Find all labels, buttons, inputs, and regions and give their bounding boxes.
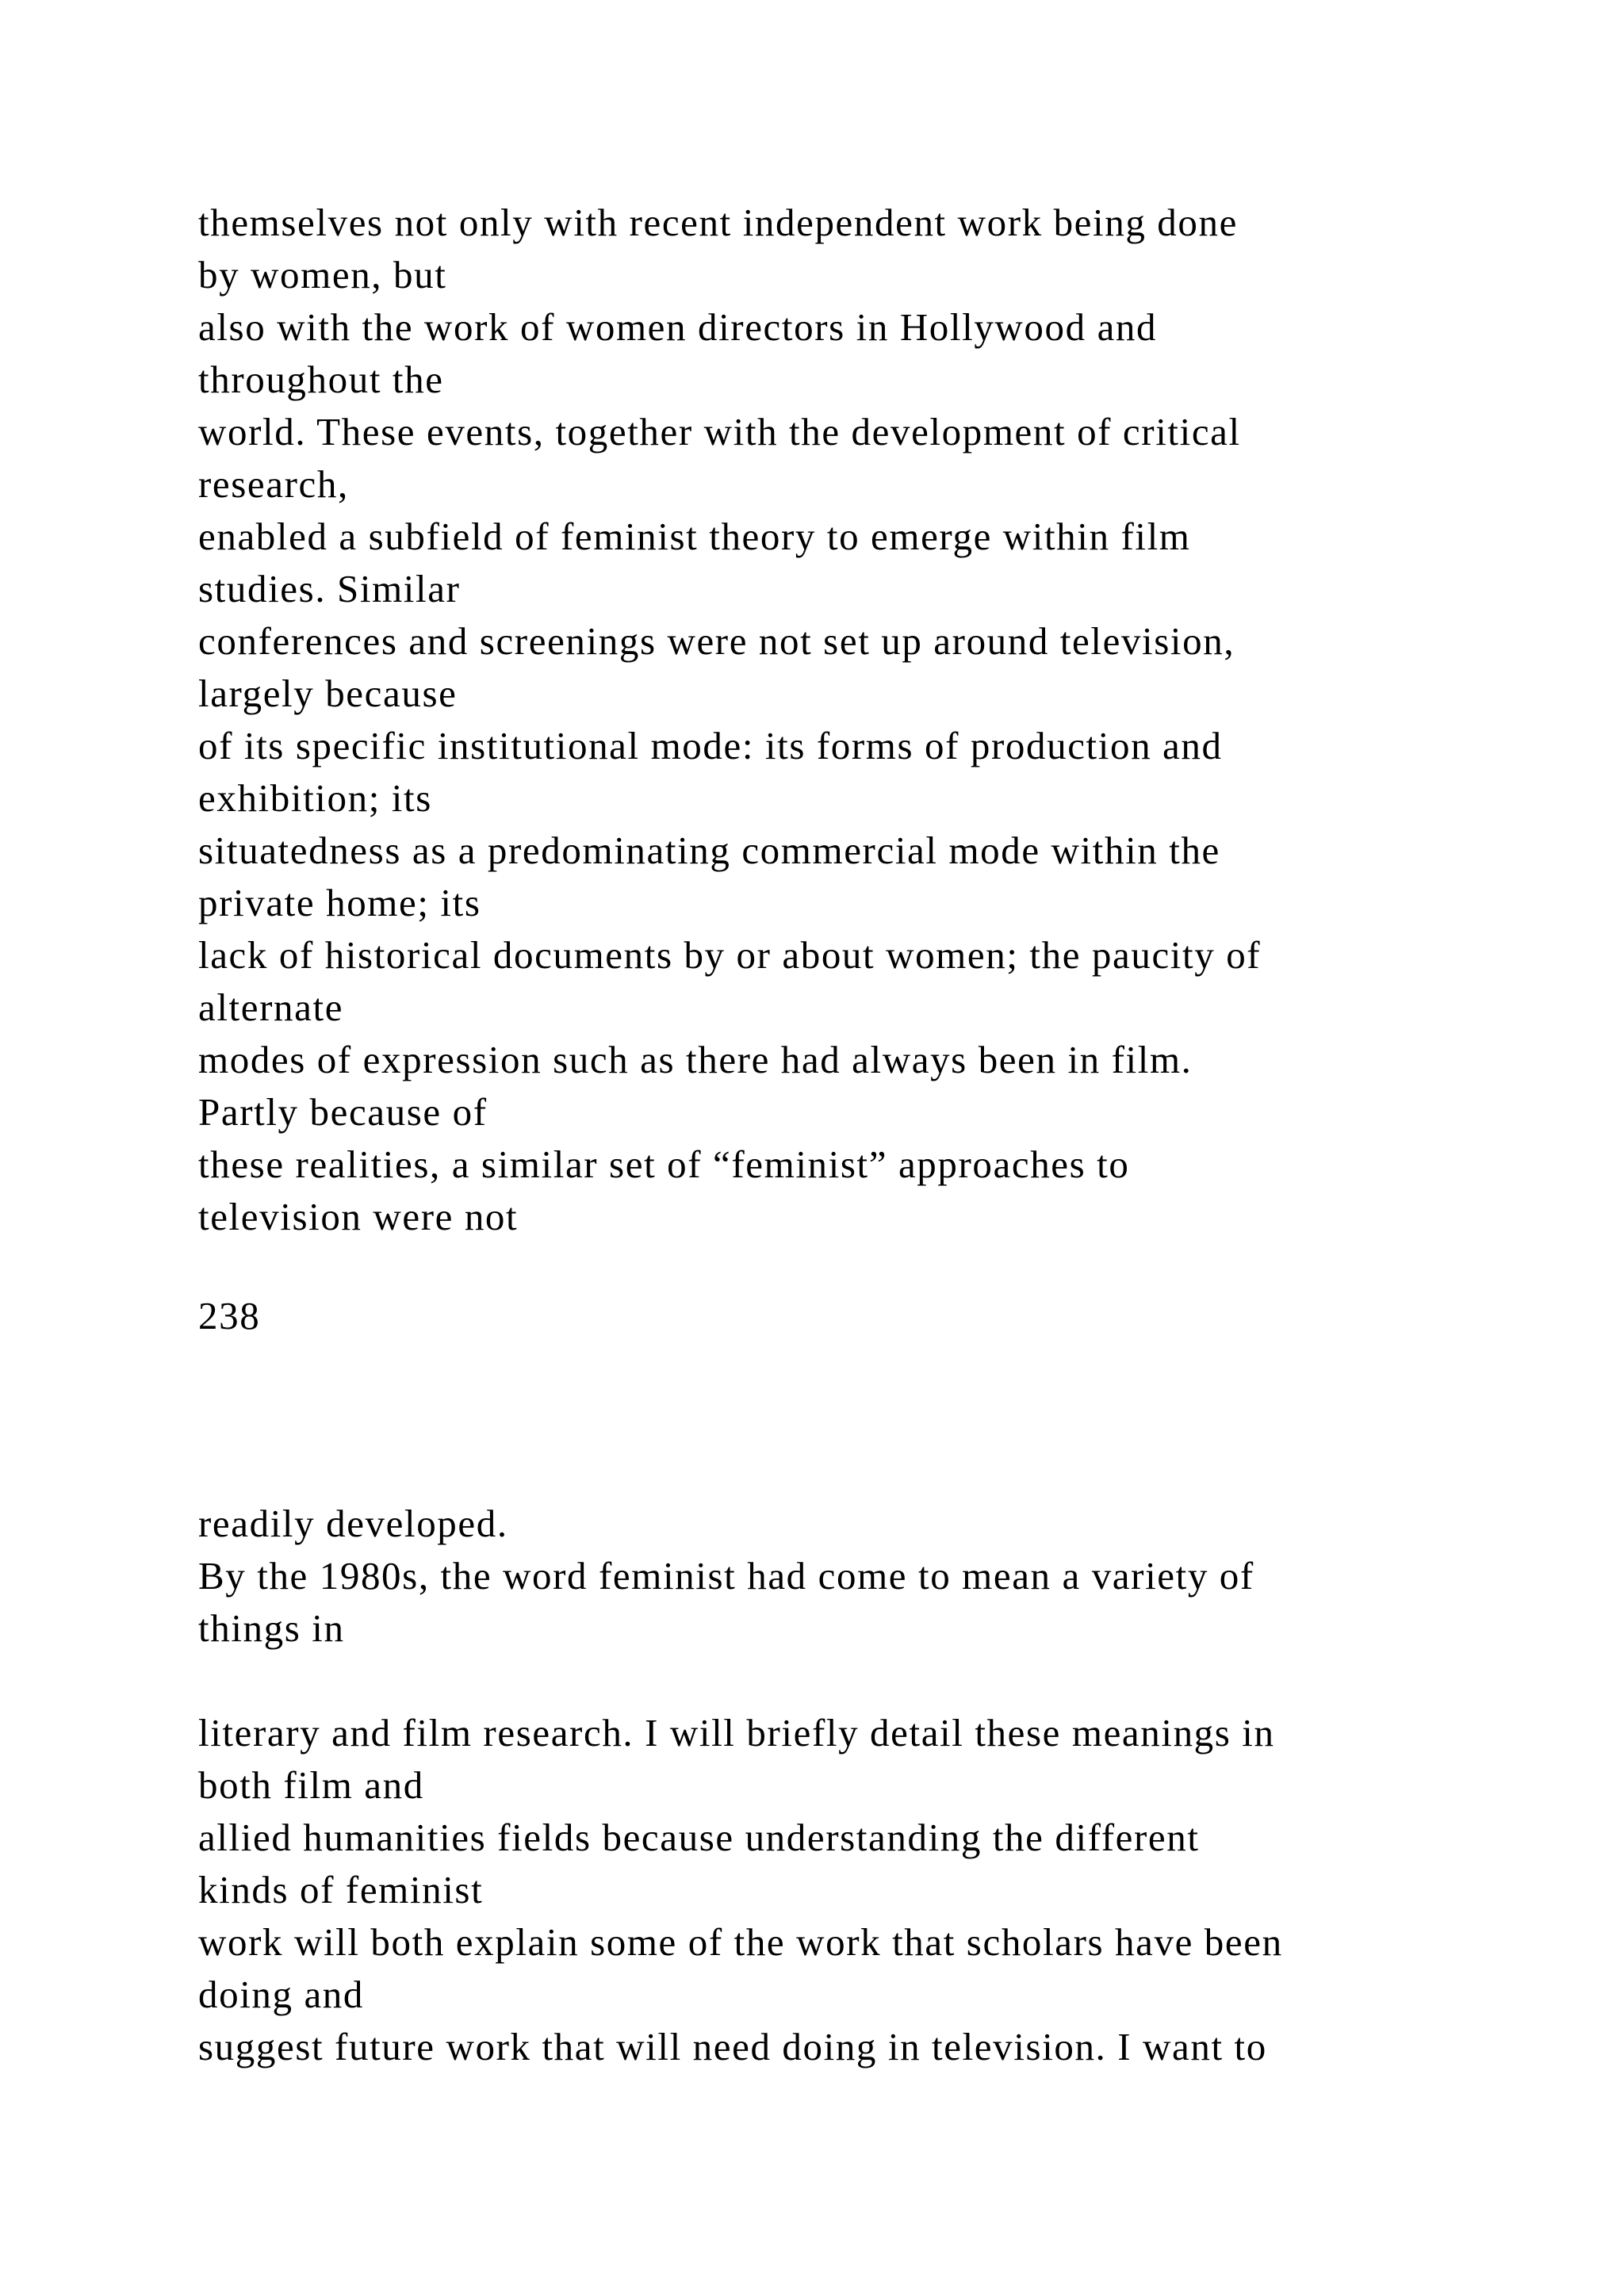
text-line: research, bbox=[198, 462, 349, 506]
page-number-block bbox=[198, 1290, 1507, 1342]
text-line: literary and film research. I will briefly detail these meanings in bbox=[198, 1711, 1275, 1755]
text-block-top bbox=[198, 197, 1507, 1243]
page-number: 238 bbox=[198, 1294, 261, 1337]
text-line: enabled a subfield of feminist theory to emerge within film bbox=[198, 515, 1191, 558]
text-line: by women, but bbox=[198, 253, 447, 297]
text-line: of its specific institutional mode: its forms of production and bbox=[198, 724, 1223, 767]
text-line: alternate bbox=[198, 985, 344, 1029]
text-block-middle bbox=[198, 1498, 1507, 1655]
text-line: doing and bbox=[198, 1973, 365, 2016]
text-line: situatedness as a predominating commercial mode within the bbox=[198, 828, 1220, 872]
text-line: lack of historical documents by or about women; the paucity of bbox=[198, 933, 1262, 977]
text-line: Partly because of bbox=[198, 1090, 488, 1134]
text-line: both film and bbox=[198, 1763, 424, 1807]
text-line: readily developed. bbox=[198, 1502, 508, 1545]
text-line: exhibition; its bbox=[198, 776, 432, 820]
text-line: world. These events, together with the development of critical bbox=[198, 410, 1241, 453]
text-line: kinds of feminist bbox=[198, 1868, 484, 1911]
text-line: conferences and screenings were not set up around television, bbox=[198, 619, 1235, 663]
text-line: suggest future work that will need doing in television. I want to bbox=[198, 2025, 1267, 2068]
text-line: these realities, a similar set of “feminist” approaches to bbox=[198, 1142, 1130, 1186]
text-line: allied humanities fields because understanding the different bbox=[198, 1816, 1200, 1859]
text-line: studies. Similar bbox=[198, 567, 461, 610]
text-line: modes of expression such as there had always been in film. bbox=[198, 1038, 1193, 1081]
text-line: themselves not only with recent independent work being done bbox=[198, 201, 1238, 244]
text-line: work will both explain some of the work that scholars have been bbox=[198, 1920, 1283, 1964]
text-line: also with the work of women directors in Hollywood and bbox=[198, 305, 1158, 349]
text-block-bottom bbox=[198, 1707, 1507, 2073]
text-line: By the 1980s, the word feminist had come to mean a variety of bbox=[198, 1554, 1254, 1598]
text-line: television were not bbox=[198, 1195, 519, 1238]
text-line: things in bbox=[198, 1606, 345, 1650]
text-line: throughout the bbox=[198, 358, 444, 401]
text-line: private home; its bbox=[198, 881, 481, 924]
text-line: largely because bbox=[198, 672, 458, 715]
